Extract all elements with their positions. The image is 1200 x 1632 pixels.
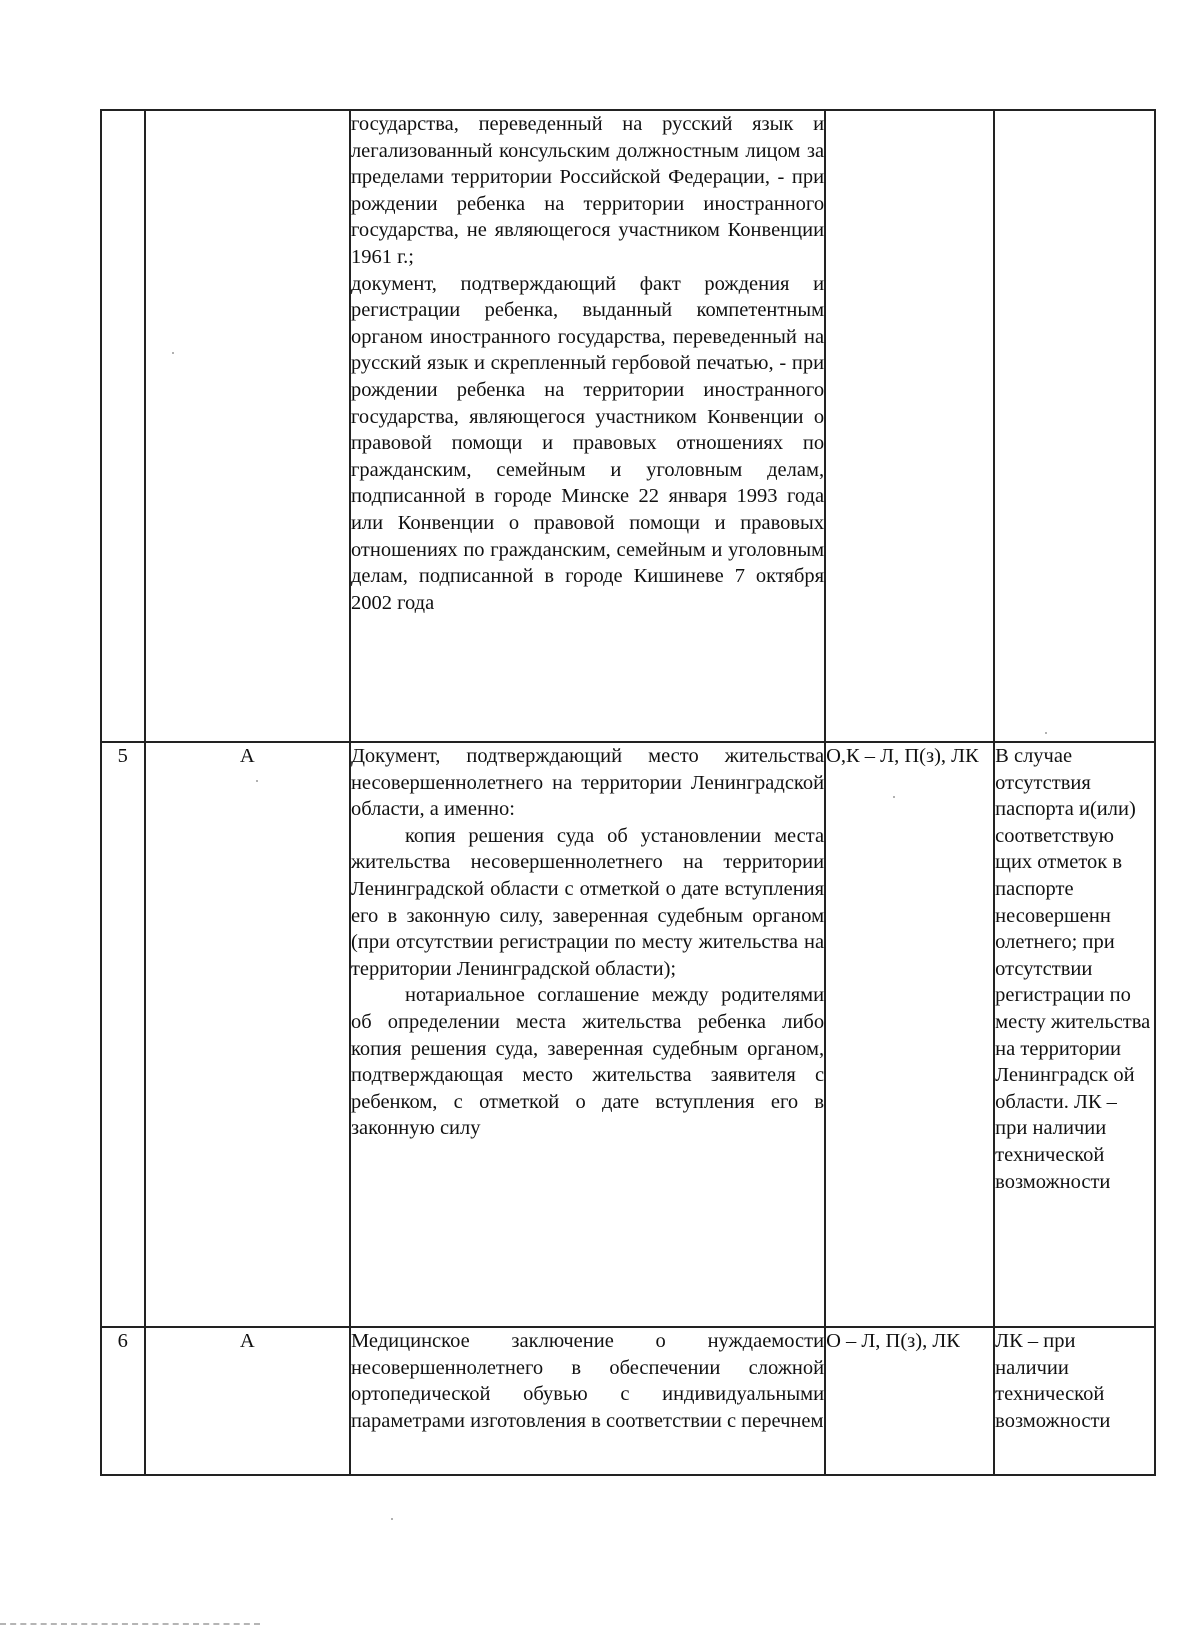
submission-form-cell: О – Л, П(з), ЛК bbox=[825, 1327, 994, 1475]
note-cell: В случае отсутствия паспорта и(или) соответствую щих отметок в паспорте несовершенн олетнего; при отсутствии регистрации по месту жительства на территории Ленинградск ой области. ЛК – при наличии технической возможности bbox=[994, 742, 1155, 1327]
category-code-cell bbox=[145, 110, 350, 742]
description-paragraph: Документ, подтверждающий место жительства несовершеннолетнего на территории Ленинградской области, а именно: bbox=[350, 745, 825, 821]
note-cell bbox=[994, 110, 1155, 742]
submission-form-cell bbox=[825, 110, 994, 742]
document-description-cell bbox=[350, 110, 825, 742]
category-code-cell: А bbox=[145, 1327, 350, 1475]
description-paragraph: копия решения суда об установлении места жительства несовершеннолетнего на территории Ленинградской области с отметкой о дате вступления его в законную силу, заверенная судебным органом (при отсутствии регистрации по месту жительства на территории Ленинградской области); bbox=[350, 824, 825, 980]
table-row bbox=[101, 742, 1155, 1327]
document-description-cell bbox=[350, 742, 825, 1327]
description-paragraph: Медицинское заключение о нуждаемости несовершеннолетнего в обеспечении сложной ортопедической обувью с индивидуальными параметрами изготовления в соответствии с перечнем bbox=[350, 1330, 825, 1432]
category-code-cell: А bbox=[145, 742, 350, 1327]
row-number-cell: 6 bbox=[101, 1327, 145, 1475]
scan-edge-dashes bbox=[0, 1623, 260, 1625]
scan-speck bbox=[256, 780, 258, 782]
description-paragraph: документ, подтверждающий факт рождения и регистрации ребенка, выданный компетентным органом иностранного государства, переведенный на русский язык и скрепленный гербовой печатью, - при рождении ребенка на территории иностранного государства, являющегося участником Конвенции о правовой помощи и правовых отношениях по гражданским, семейным и уголовным делам, подписанной в городе Минске 22 января 1993 года или Конвенции о правовой помощи и правовых отношениях по гражданским, семейным и уголовным делам, подписанной в городе Кишиневе 7 октября 2002 года bbox=[350, 272, 825, 614]
description-paragraph: нотариальное соглашение между родителями об определении места жительства ребенка либо копия решения суда, заверенная судебным органом, подтверждающая место жительства заявителя с ребенком, с отметкой о дате вступления его в законную силу bbox=[350, 984, 825, 1140]
scan-speck bbox=[893, 796, 895, 798]
table-row bbox=[101, 1327, 1155, 1475]
submission-form-cell: О,К – Л, П(з), ЛК bbox=[825, 742, 994, 1327]
scan-speck bbox=[172, 352, 174, 354]
row-number-cell: 5 bbox=[101, 742, 145, 1327]
scan-speck bbox=[391, 1518, 393, 1520]
row-number-cell bbox=[101, 110, 145, 742]
document-description-cell bbox=[350, 1327, 825, 1475]
table-row bbox=[101, 110, 1155, 742]
scan-speck bbox=[1045, 732, 1047, 734]
description-paragraph: государства, переведенный на русский язык и легализованный консульским должностным лицом за пределами территории Российской Федерации, - при рождении ребенка на территории иностранного государства, не являющегося участником Конвенции 1961 г.; bbox=[350, 113, 825, 268]
document-table bbox=[100, 109, 1156, 1476]
note-cell: ЛК – при наличии технической возможности bbox=[994, 1327, 1155, 1475]
